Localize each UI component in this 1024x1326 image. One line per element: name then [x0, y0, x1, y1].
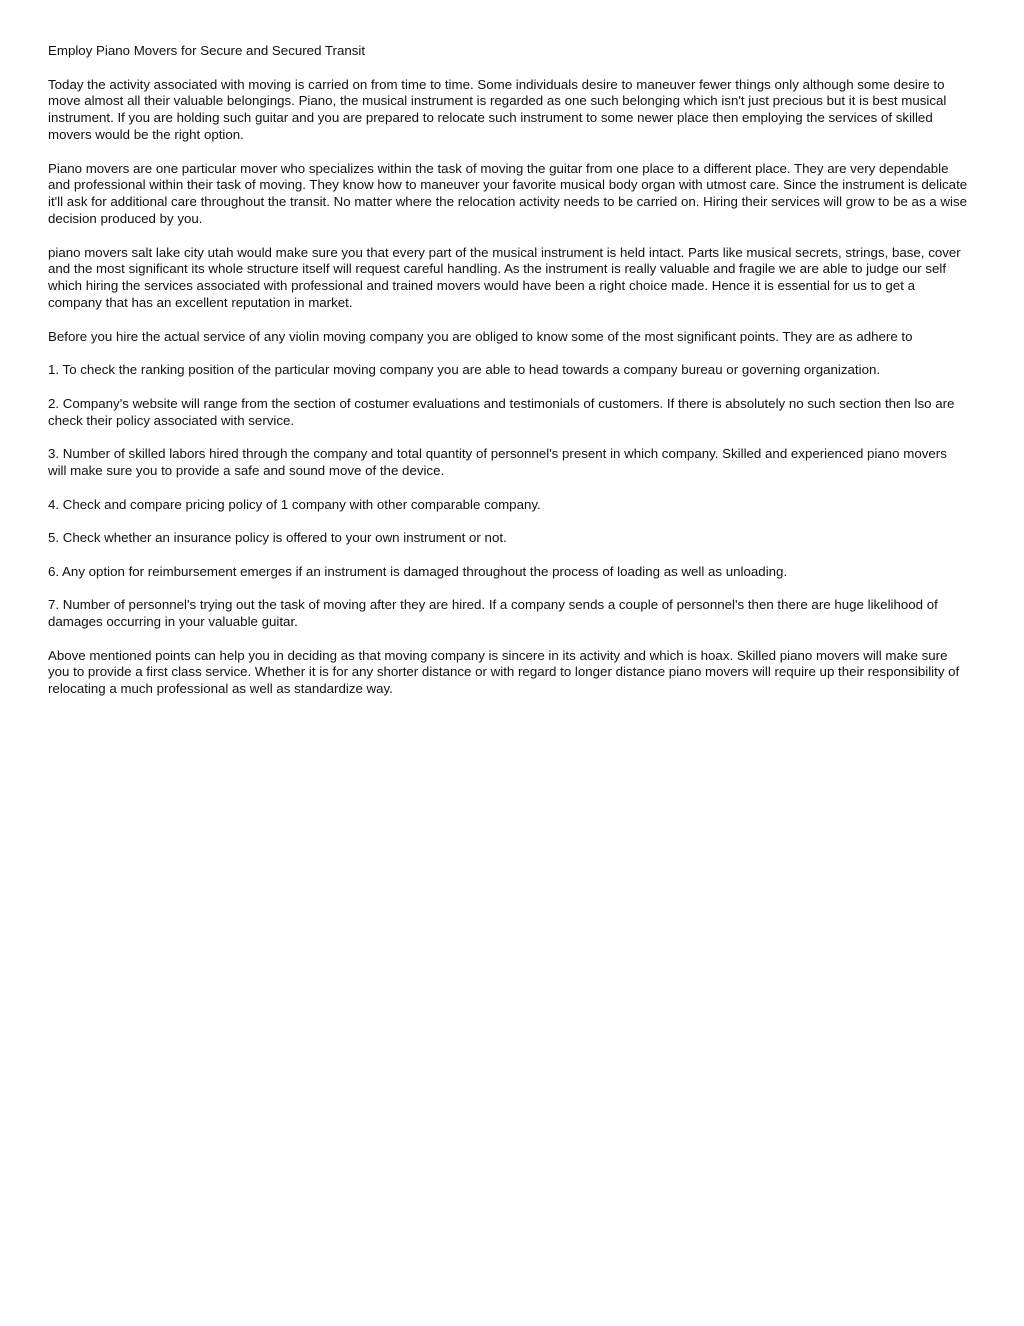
paragraph-conclusion: Above mentioned points can help you in deciding as that moving company is sincere in its activity and which is hoax. Skilled piano movers will make sure you to provide a first class service. Whether it is for any shorter distance or with regard to longer distance piano movers will require up their responsibility of relocating a much professional as well as standardize way.	[48, 647, 960, 697]
paragraph-salt-lake: piano movers salt lake city utah would make sure you that every part of the musical instrument is held intact. Parts like musical secrets, strings, base, cover and the most significant its whole structure itself will request careful handling. As the instrument is really valuable and fragile we are able to judge our self which hiring the services associated with professional and trained movers would have been a right choice made. Hence it is essential for us to get a company that has an excellent reputation in market.	[48, 244, 961, 310]
list-item-7: 7. Number of personnel's trying out the task of moving after they are hired. If a company sends a couple of personnel's then there are huge likelihood of damages occurring in your valuable guitar.	[48, 597, 938, 630]
paragraph-before-hire: Before you hire the actual service of any violin moving company you are obliged to know some of the most significant points. They are as adhere to	[48, 328, 913, 344]
list-item-5: 5. Check whether an insurance policy is offered to your own instrument or not.	[48, 530, 507, 546]
document-title: Employ Piano Movers for Secure and Secured Transit	[48, 43, 366, 58]
document-page	[48, 43, 968, 715]
list-item-1: 1. To check the ranking position of the particular moving company you are able to head towards a company bureau or governing organization.	[48, 362, 881, 378]
list-item-3: 3. Number of skilled labors hired through the company and total quantity of personnel's present in which company. Skilled and experienced piano movers will make sure you to provide a safe and sound move of the device.	[48, 446, 947, 478]
list-item-6: 6. Any option for reimbursement emerges if an instrument is damaged throughout the process of loading as well as unloading.	[48, 563, 788, 579]
list-item-4: 4. Check and compare pricing policy of 1 company with other comparable company.	[48, 496, 541, 512]
paragraph-intro: Today the activity associated with moving is carried on from time to time. Some individuals desire to maneuver fewer things only although some desire to move almost all their valuable belongings. Piano, the musical instrument is regarded as one such belonging which isn't just precious but it is best musical instrument. If you are holding such guitar and you are prepared to relocate such instrument to some newer place then employing the services of skilled movers would be the right option.	[48, 76, 947, 142]
list-item-2: 2. Company's website will range from the section of costumer evaluations and testimonials of customers. If there is absolutely no such section then lso are check their policy associated with service.	[48, 395, 955, 428]
paragraph-piano-movers: Piano movers are one particular mover who specializes within the task of moving the guitar from one place to a different place. They are very dependable and professional within their task of moving. They know how to maneuver your favorite musical body organ with utmost care. Since the instrument is delicate it'll ask for additional care throughout the transit. No matter where the relocation activity needs to be carried on. Hiring their services will grow to be as a wise decision produced by you.	[48, 160, 968, 226]
